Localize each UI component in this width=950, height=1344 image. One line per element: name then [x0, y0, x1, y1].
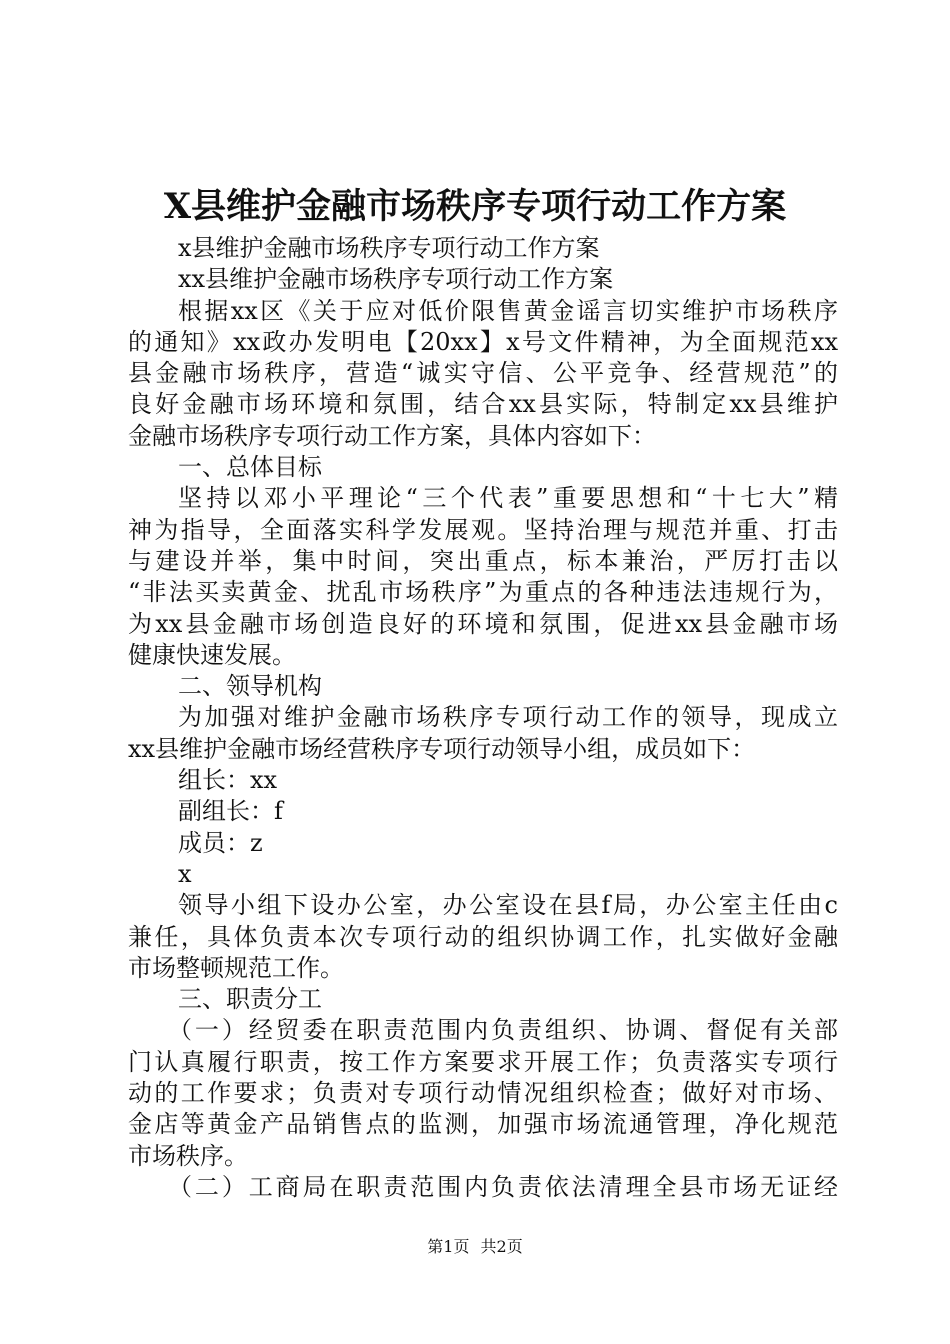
text-line: 成员：z — [178, 828, 263, 857]
document-body — [128, 233, 838, 1203]
text-line: 县金融市场秩序，营造“诚实守信、公平竞争、经营规范”的 — [128, 359, 838, 388]
text-line: 门认真履行职责，按工作方案要求开展工作；负责落实专项行 — [128, 1047, 838, 1076]
text-line: 为加强对维护金融市场秩序专项行动工作的领导，现成立 — [178, 703, 838, 732]
text-line: （一）经贸委在职责范围内负责组织、协调、督促有关部 — [168, 1016, 838, 1045]
page-total: 共2页 — [480, 1237, 523, 1256]
text-line: 健康快速发展。 — [128, 640, 296, 669]
text-line: 组长：xx — [178, 766, 278, 795]
text-line: x县维护金融市场秩序专项行动工作方案 — [178, 234, 600, 262]
text-line: 神为指导，全面落实科学发展观。坚持治理与规范并重、打击 — [128, 515, 838, 544]
text-line: x — [178, 859, 192, 888]
text-line: 市场秩序。 — [128, 1141, 248, 1170]
text-line: 良好金融市场环境和氛围，结合xx县实际，特制定xx县维护 — [128, 390, 838, 419]
text-line: 的通知》xx政办发明电【20xx】x号文件精神，为全面规范xx — [128, 327, 838, 356]
text-line: 动的工作要求；负责对专项行动情况组织检查；做好对市场、 — [128, 1079, 838, 1108]
text-line: 副组长：f — [178, 797, 283, 826]
text-line: 为xx县金融市场创造良好的环境和氛围，促进xx县金融市场 — [128, 609, 838, 638]
text-line: 二、领导机构 — [178, 672, 322, 701]
page-number: 第1页 — [427, 1237, 470, 1256]
text-line: 根据xx区《关于应对低价限售黄金谣言切实维护市场秩序 — [178, 296, 838, 325]
text-line: 领导小组下设办公室，办公室设在县f局，办公室主任由c — [178, 891, 838, 920]
text-line: 金店等黄金产品销售点的监测，加强市场流通管理，净化规范 — [128, 1110, 838, 1139]
text-line: 坚持以邓小平理论“三个代表”重要思想和“十七大”精 — [178, 484, 838, 513]
text-line: “非法买卖黄金、扰乱市场秩序”为重点的各种违法违规行为， — [128, 578, 838, 607]
text-line: 金融市场秩序专项行动工作方案，具体内容如下： — [128, 421, 656, 450]
text-line: （二）工商局在职责范围内负责依法清理全县市场无证经 — [168, 1172, 838, 1201]
text-line: 一、总体目标 — [178, 453, 322, 482]
text-line: 三、职责分工 — [178, 985, 322, 1014]
text-line: xx县维护金融市场秩序专项行动工作方案 — [178, 265, 614, 294]
page-footer — [0, 1235, 950, 1259]
text-line: 与建设并举，集中时间，突出重点，标本兼治，严厉打击以 — [128, 546, 838, 575]
text-line: 兼任，具体负责本次专项行动的组织协调工作，扎实做好金融 — [128, 922, 838, 951]
document-title: X县维护金融市场秩序专项行动工作方案 — [163, 186, 787, 227]
text-line: xx县维护金融市场经营秩序专项行动领导小组，成员如下： — [128, 734, 756, 763]
text-line: 市场整顿规范工作。 — [128, 953, 344, 982]
